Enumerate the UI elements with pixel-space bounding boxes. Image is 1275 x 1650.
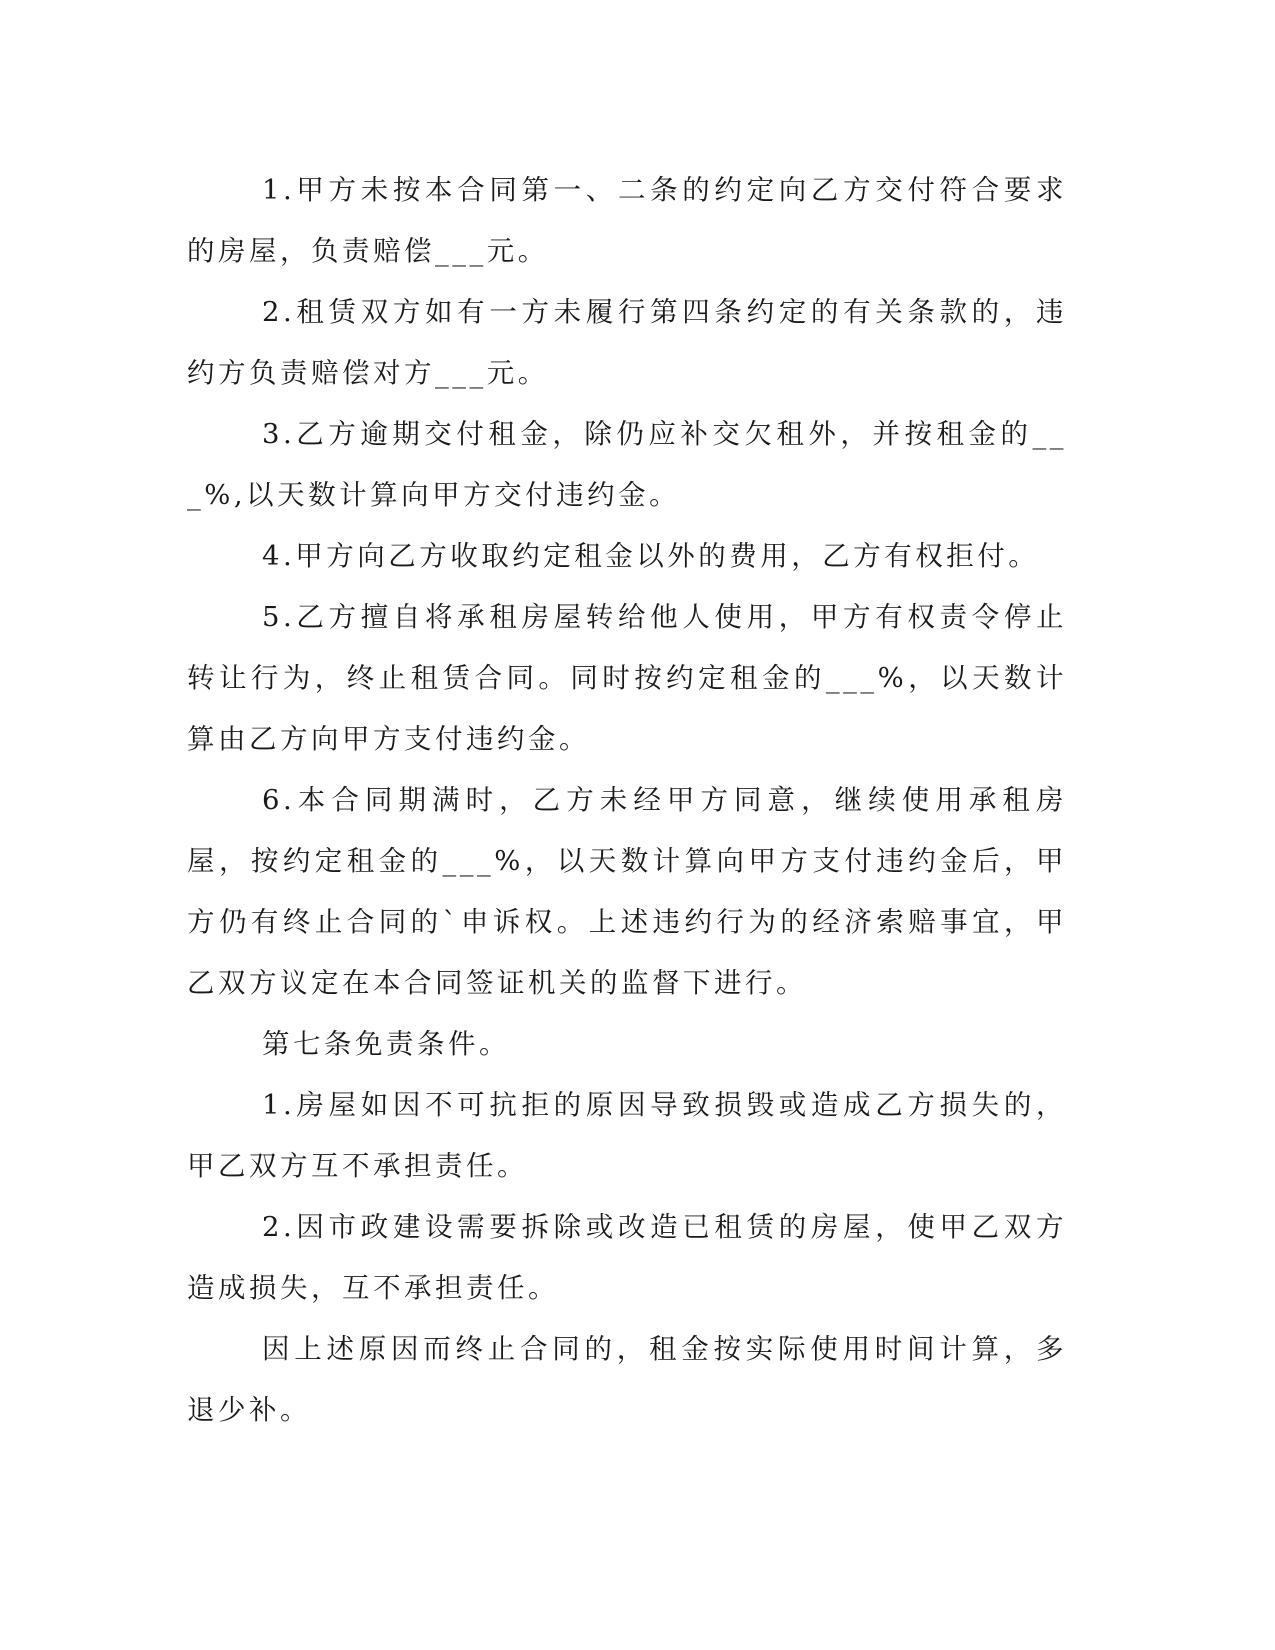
paragraph-clause-6-4: 4.甲方向乙方收取约定租金以外的费用，乙方有权拒付。 (262, 540, 1040, 572)
paragraph-clause-6-6: 6.本合同期满时，乙方未经甲方同意，继续使用承租房屋，按约定租金的___%，以天数计算向甲方支付违约金后，甲方仍有终止合同的`申诉权。上述违约行为的经济索赔事宜，甲乙双方议定在本合同签证机关的监督下进行。 (187, 784, 1067, 999)
paragraph-clause-6-1: 1.甲方未按本合同第一、二条的约定向乙方交付符合要求的房屋，负责赔偿___元。 (187, 174, 1067, 267)
paragraph-clause-6-3: 3.乙方逾期交付租金，除仍应补交欠租外，并按租金的___%,以天数计算向甲方交付违约金。 (187, 418, 1067, 511)
paragraph-clause-6-2: 2.租赁双方如有一方未履行第四条约定的有关条款的，违约方负责赔偿对方___元。 (187, 296, 1067, 389)
paragraph-clause-6-5: 5.乙方擅自将承租房屋转给他人使用，甲方有权责令停止转让行为，终止租赁合同。同时按约定租金的___%，以天数计算由乙方向甲方支付违约金。 (187, 601, 1067, 755)
document-body (187, 160, 1067, 1441)
paragraph-clause-7-2: 2.因市政建设需要拆除或改造已租赁的房屋，使甲乙双方造成损失，互不承担责任。 (187, 1211, 1067, 1304)
paragraph-closing: 因上述原因而终止合同的，租金按实际使用时间计算，多退少补。 (187, 1333, 1067, 1426)
section-heading-article-7: 第七条免责条件。 (262, 1028, 510, 1060)
paragraph-clause-7-1: 1.房屋如因不可抗拒的原因导致损毁或造成乙方损失的，甲乙双方互不承担责任。 (187, 1089, 1067, 1182)
